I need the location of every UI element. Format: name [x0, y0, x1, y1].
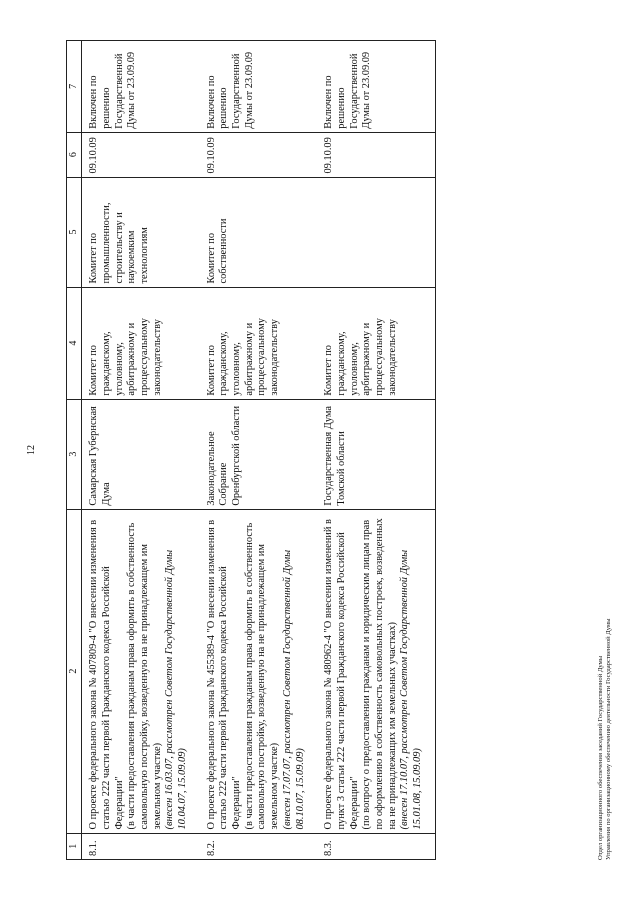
bill-title: О проекте федерального закона № 407809-4 "О внесении изменения в статью 222 части первой Гражданского кодекса Российской Федерации": [88, 519, 125, 830]
column-number-5: 5: [67, 177, 82, 287]
document-page: [20, 20, 620, 880]
page-number: 12: [26, 445, 37, 455]
responsible-committee: Комитет по гражданскому, уголовному, арбитражному и процессуальному законодательству: [200, 287, 318, 399]
bill-note: (внесен 17.10.07, рассмотрен Советом Государственной Думы 15.01.08, 15.09.09): [399, 549, 423, 830]
inclusion-decision: Включен по решению Государственной Думы от 23.09.09: [200, 41, 318, 133]
column-number-3: 3: [67, 399, 82, 509]
bill-author: Самарская Губернская Дума: [82, 399, 200, 509]
bill-author: Государственная Дума Томской области: [317, 399, 435, 509]
agenda-table: [66, 40, 436, 860]
bill-title: О проекте федерального закона № 480962-4 "О внесении изменений в пункт 3 статьи 222 части первой Гражданского кодекса Российской Федерации": [323, 519, 360, 830]
bill-description: [317, 509, 435, 833]
item-number: 8.3.: [317, 833, 435, 859]
bill-subject: (в части предоставления гражданам права оформить в собственность самовольную постройку, возведенную на не принадлежащем им земельном участке): [126, 522, 163, 830]
bill-subject: (в части предоставления гражданам права оформить в собственность самовольную постройку, возведенную на не принадлежащем им земельном участке): [243, 522, 281, 830]
column-number-1: 1: [67, 833, 82, 859]
column-number-7: 7: [67, 41, 82, 133]
inclusion-decision: Включен по решению Государственной Думы от 23.09.09: [82, 41, 200, 133]
item-number: 8.2.: [200, 833, 318, 859]
column-number-4: 4: [67, 287, 82, 399]
table-row: [317, 41, 435, 860]
bill-subject: (по вопросу о предоставлении гражданам и юридическим лицам прав по оформлению в собственность самовольных построек, возведенных на не принадлежащих им земельных участках): [361, 518, 398, 830]
page-footer: [597, 618, 614, 860]
responsible-committee: Комитет по гражданскому, уголовному, арбитражному и процессуальному законодательству: [82, 287, 200, 399]
bill-note: (внесен 16.03.07, рассмотрен Советом Государственной Думы 10.04.07, 15.09.09): [164, 549, 188, 830]
footer-line-department: Отдел организационного обеспечения заседаний Государственной Думы: [596, 655, 604, 860]
deadline-date: 09.10.09: [317, 132, 435, 177]
deadline-date: 09.10.09: [200, 132, 318, 177]
table-row: [200, 41, 318, 860]
footer-line-directorate: Управления по организационному обеспечению деятельности Государственной Думы: [605, 618, 613, 860]
table-row: [82, 41, 200, 860]
item-number: 8.1.: [82, 833, 200, 859]
column-number-6: 6: [67, 132, 82, 177]
bill-description: [82, 509, 200, 833]
inclusion-decision: Включен по решению Государственной Думы от 23.09.09: [317, 41, 435, 133]
bill-description: [200, 509, 318, 833]
co-executor-committee: Комитет по промышленности, строительству и наукоемким технологиям: [82, 177, 200, 287]
bill-title: О проекте федерального закона № 455389-4 "О внесении изменения в статью 222 части первой Гражданского кодекса Российской Федерации": [205, 519, 243, 830]
co-executor-committee: Комитет по собственности: [200, 177, 318, 287]
deadline-date: 09.10.09: [82, 132, 200, 177]
bill-note: (внесен 17.07.07, рассмотрен Советом Государственной Думы 08.10.07, 15.09.09): [281, 549, 306, 830]
table-header-row: [67, 41, 82, 860]
responsible-committee: Комитет по гражданскому, уголовному, арбитражному и процессуальному законодательству: [317, 287, 435, 399]
bill-author: Законодательное Собрание Оренбургской области: [200, 399, 318, 509]
co-executor-committee: [317, 177, 435, 287]
column-number-2: 2: [67, 509, 82, 833]
